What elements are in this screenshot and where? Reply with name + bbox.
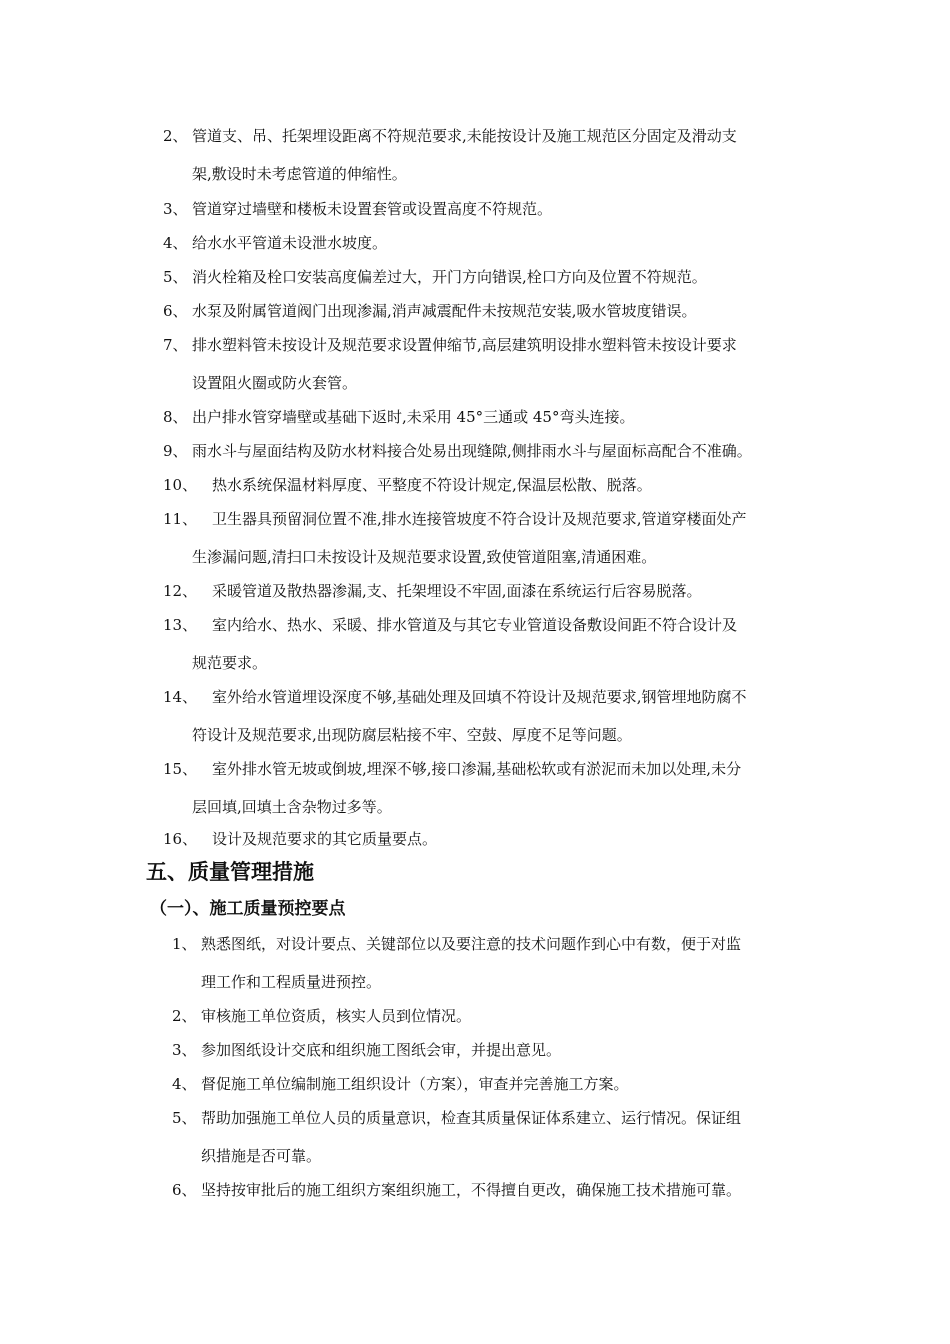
item-text: 架,敷设时未考虑管道的伸缩性。 — [192, 165, 407, 183]
item-text: 理工作和工程质量进预控。 — [201, 973, 382, 991]
item-text: 规范要求。 — [192, 654, 268, 672]
item-number: 9、 — [163, 442, 188, 460]
item-text: 室外给水管道埋设深度不够,基础处理及回填不符设计及规范要求,钢管埋地防腐不 — [212, 688, 747, 706]
item-text: 设置阻火圈或防火套管。 — [192, 374, 358, 392]
item-text: 出户排水管穿墙壁或基础下返时,未采用 45°三通或 45°弯头连接。 — [192, 408, 635, 426]
item-text: 管道支、吊、托架埋设距离不符规范要求,未能按设计及施工规范区分固定及滑动支 — [192, 127, 737, 145]
item-number: 16、 — [163, 830, 198, 848]
section-heading: 五、质量管理措施 — [146, 860, 314, 884]
item-text: 帮助加强施工单位人员的质量意识，检查其质量保证体系建立、运行情况。保证组 — [201, 1109, 742, 1127]
item-number: 6、 — [172, 1181, 197, 1199]
item-number: 11、 — [163, 510, 198, 528]
item-text: 设计及规范要求的其它质量要点。 — [212, 830, 438, 848]
item-number: 2、 — [172, 1007, 197, 1025]
item-number: 3、 — [163, 200, 188, 218]
item-number: 12、 — [163, 582, 198, 600]
item-text: 水泵及附属管道阀门出现渗漏,消声减震配件未按规范安装,吸水管坡度错误。 — [192, 302, 697, 320]
item-number: 7、 — [163, 336, 188, 354]
item-number: 14、 — [163, 688, 198, 706]
item-number: 4、 — [163, 234, 188, 252]
item-text: 审核施工单位资质，核实人员到位情况。 — [201, 1007, 472, 1025]
item-text: 织措施是否可靠。 — [201, 1147, 322, 1165]
item-text: 层回填,回填土含杂物过多等。 — [192, 798, 392, 816]
item-text: 卫生器具预留洞位置不准,排水连接管坡度不符合设计及规范要求,管道穿楼面处产 — [212, 510, 747, 528]
item-text: 熟悉图纸，对设计要点、关键部位以及要注意的技术问题作到心中有数，便于对监 — [201, 935, 742, 953]
item-text: 排水塑料管未按设计及规范要求设置伸缩节,高层建筑明设排水塑料管未按设计要求 — [192, 336, 737, 354]
item-text: 采暖管道及散热器渗漏,支、托架埋设不牢固,面漆在系统运行后容易脱落。 — [212, 582, 702, 600]
item-number: 15、 — [163, 760, 198, 778]
item-number: 2、 — [163, 127, 188, 145]
item-text: 管道穿过墙壁和楼板未设置套管或设置高度不符规范。 — [192, 200, 553, 218]
item-number: 13、 — [163, 616, 198, 634]
subsection-heading: （一）、施工质量预控要点 — [150, 899, 346, 919]
item-text: 雨水斗与屋面结构及防水材料接合处易出现缝隙,侧排雨水斗与屋面标高配合不准确。 — [192, 442, 752, 460]
item-text: 室内给水、热水、采暖、排水管道及与其它专业管道设备敷设间距不符合设计及 — [212, 616, 738, 634]
item-text: 室外排水管无坡或倒坡,埋深不够,接口渗漏,基础松软或有淤泥而未加以处理,未分 — [212, 760, 742, 778]
item-text: 符设计及规范要求,出现防腐层粘接不牢、空鼓、厚度不足等问题。 — [192, 726, 632, 744]
item-text: 督促施工单位编制施工组织设计（方案），审查并完善施工方案。 — [201, 1075, 629, 1093]
item-number: 4、 — [172, 1075, 197, 1093]
item-text: 生渗漏问题,清扫口未按设计及规范要求设置,致使管道阻塞,清通困难。 — [192, 548, 657, 566]
item-text: 消火栓箱及栓口安装高度偏差过大，开门方向错误,栓口方向及位置不符规范。 — [192, 268, 707, 286]
item-number: 1、 — [172, 935, 197, 953]
item-number: 5、 — [172, 1109, 197, 1127]
item-number: 5、 — [163, 268, 188, 286]
item-text: 坚持按审批后的施工组织方案组织施工，不得擅自更改，确保施工技术措施可靠。 — [201, 1181, 742, 1199]
item-number: 8、 — [163, 408, 188, 426]
item-number: 3、 — [172, 1041, 197, 1059]
item-text: 参加图纸设计交底和组织施工图纸会审，并提出意见。 — [201, 1041, 562, 1059]
item-text: 热水系统保温材料厚度、平整度不符设计规定,保温层松散、脱落。 — [212, 476, 652, 494]
item-text: 给水水平管道未设泄水坡度。 — [192, 234, 388, 252]
item-number: 6、 — [163, 302, 188, 320]
item-number: 10、 — [163, 476, 198, 494]
